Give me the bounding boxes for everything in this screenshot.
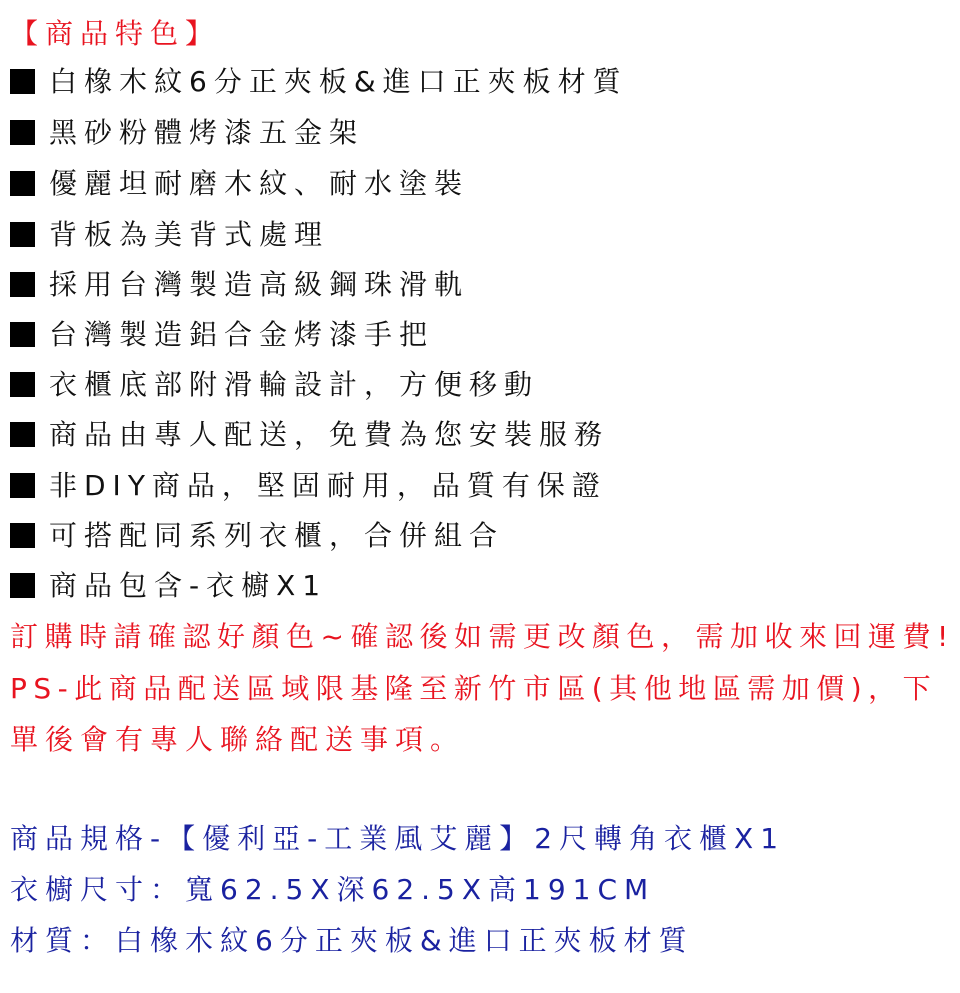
spec-line: 材質：白橡木紋6分正夾板&進口正夾板材質 — [10, 924, 694, 957]
feature-item — [10, 516, 504, 556]
feature-text: 白橡木紋6分正夾板&進口正夾板材質 — [49, 65, 628, 98]
feature-item — [10, 566, 327, 606]
feature-text: 可搭配同系列衣櫃，合併組合 — [49, 519, 505, 552]
square-bullet-icon — [10, 422, 35, 447]
feature-text: 衣櫃底部附滑輪設計，方便移動 — [49, 368, 540, 401]
square-bullet-icon — [10, 120, 35, 145]
feature-text: 台灣製造鋁合金烤漆手把 — [49, 318, 435, 351]
feature-text: 非DIY商品，堅固耐用，品質有保證 — [49, 469, 607, 502]
square-bullet-icon — [10, 69, 35, 94]
feature-item — [10, 113, 364, 153]
spec-line: 衣櫥尺寸：寬62.5X深62.5X高191CM — [10, 873, 656, 906]
feature-item — [10, 466, 607, 506]
square-bullet-icon — [10, 473, 35, 498]
feature-item — [10, 265, 469, 305]
feature-item — [10, 164, 469, 204]
feature-item — [10, 215, 329, 255]
feature-text: 背板為美背式處理 — [49, 218, 330, 251]
notice-line: 單後會有專人聯絡配送事項。 — [10, 723, 466, 756]
feature-text: 採用台灣製造高級鋼珠滑軌 — [49, 268, 470, 301]
feature-item — [10, 315, 434, 355]
feature-text: 優麗坦耐磨木紋、耐水塗裝 — [49, 167, 470, 200]
square-bullet-icon — [10, 171, 35, 196]
feature-item — [10, 62, 628, 102]
notice-line: 訂購時請確認好顏色~確認後如需更改顏色，需加收來回運費! — [10, 620, 955, 653]
square-bullet-icon — [10, 523, 35, 548]
notice-line: PS-此商品配送區域限基隆至新竹市區(其他地區需加價)，下 — [10, 672, 938, 705]
spec-line: 商品規格-【優利亞-工業風艾麗】2尺轉角衣櫃X1 — [10, 822, 786, 855]
feature-text: 商品由專人配送，免費為您安裝服務 — [49, 418, 610, 451]
square-bullet-icon — [10, 272, 35, 297]
feature-item — [10, 365, 539, 405]
square-bullet-icon — [10, 322, 35, 347]
feature-text: 黑砂粉體烤漆五金架 — [49, 116, 365, 149]
feature-item — [10, 415, 609, 455]
feature-text: 商品包含-衣櫥X1 — [49, 569, 328, 602]
square-bullet-icon — [10, 222, 35, 247]
section-heading: 【商品特色】 — [10, 17, 221, 50]
square-bullet-icon — [10, 573, 35, 598]
square-bullet-icon — [10, 372, 35, 397]
